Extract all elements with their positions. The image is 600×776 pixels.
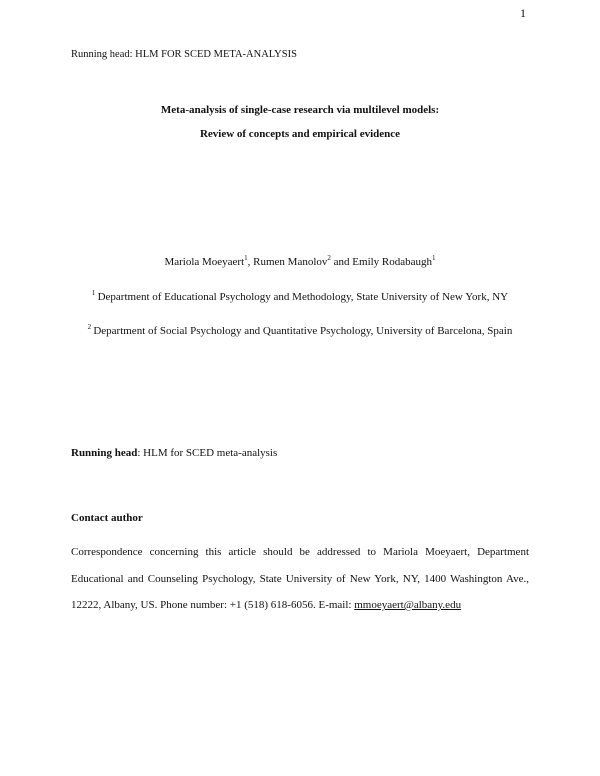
author-name: Emily Rodabaugh xyxy=(352,256,433,268)
affiliation-text: Department of Social Psychology and Quantitative Psychology, University of Barcelona, Spain xyxy=(93,325,513,337)
author-name: Rumen Manolov xyxy=(253,256,328,268)
running-head-label: Running head xyxy=(71,447,138,459)
author-separator: and xyxy=(330,256,353,268)
running-head: Running head: HLM FOR SCED META-ANALYSIS xyxy=(71,49,297,60)
running-head-value: : HLM for SCED meta-analysis xyxy=(137,447,278,459)
author-affiliation-mark: 1 xyxy=(244,254,248,262)
affiliation-mark: 2 xyxy=(87,323,92,331)
title-line-1: Meta-analysis of single-case research via multilevel models: xyxy=(160,104,440,116)
authors xyxy=(0,255,600,269)
running-head-section xyxy=(71,446,277,460)
author-separator: , xyxy=(247,256,254,268)
contact-heading: Contact author xyxy=(71,512,143,524)
author-affiliation-mark: 1 xyxy=(432,254,436,262)
contact-text: Correspondence concerning this article should be addressed to Mariola Moeyaert, Department Educational and Counseling Psychology, State University of New York, NY, 1400 Washington Ave., 12222, Albany, US. Phone number: +1 (518) 618-6056. E-mail: xyxy=(71,546,529,611)
affiliation-1 xyxy=(0,290,600,304)
affiliation-text: Department of Educational Psychology and Methodology, State University of New York, NY xyxy=(97,291,509,303)
author-name: Mariola Moeyaert xyxy=(164,256,245,268)
title-line-2: Review of concepts and empirical evidence xyxy=(199,128,401,140)
contact-paragraph xyxy=(71,539,529,619)
page-number: 1 xyxy=(520,6,526,20)
email-link[interactable]: mmoeyaert@albany.edu xyxy=(354,599,462,611)
author-affiliation-mark: 2 xyxy=(327,254,331,262)
affiliation-2 xyxy=(0,324,600,338)
affiliation-mark: 1 xyxy=(91,289,96,297)
